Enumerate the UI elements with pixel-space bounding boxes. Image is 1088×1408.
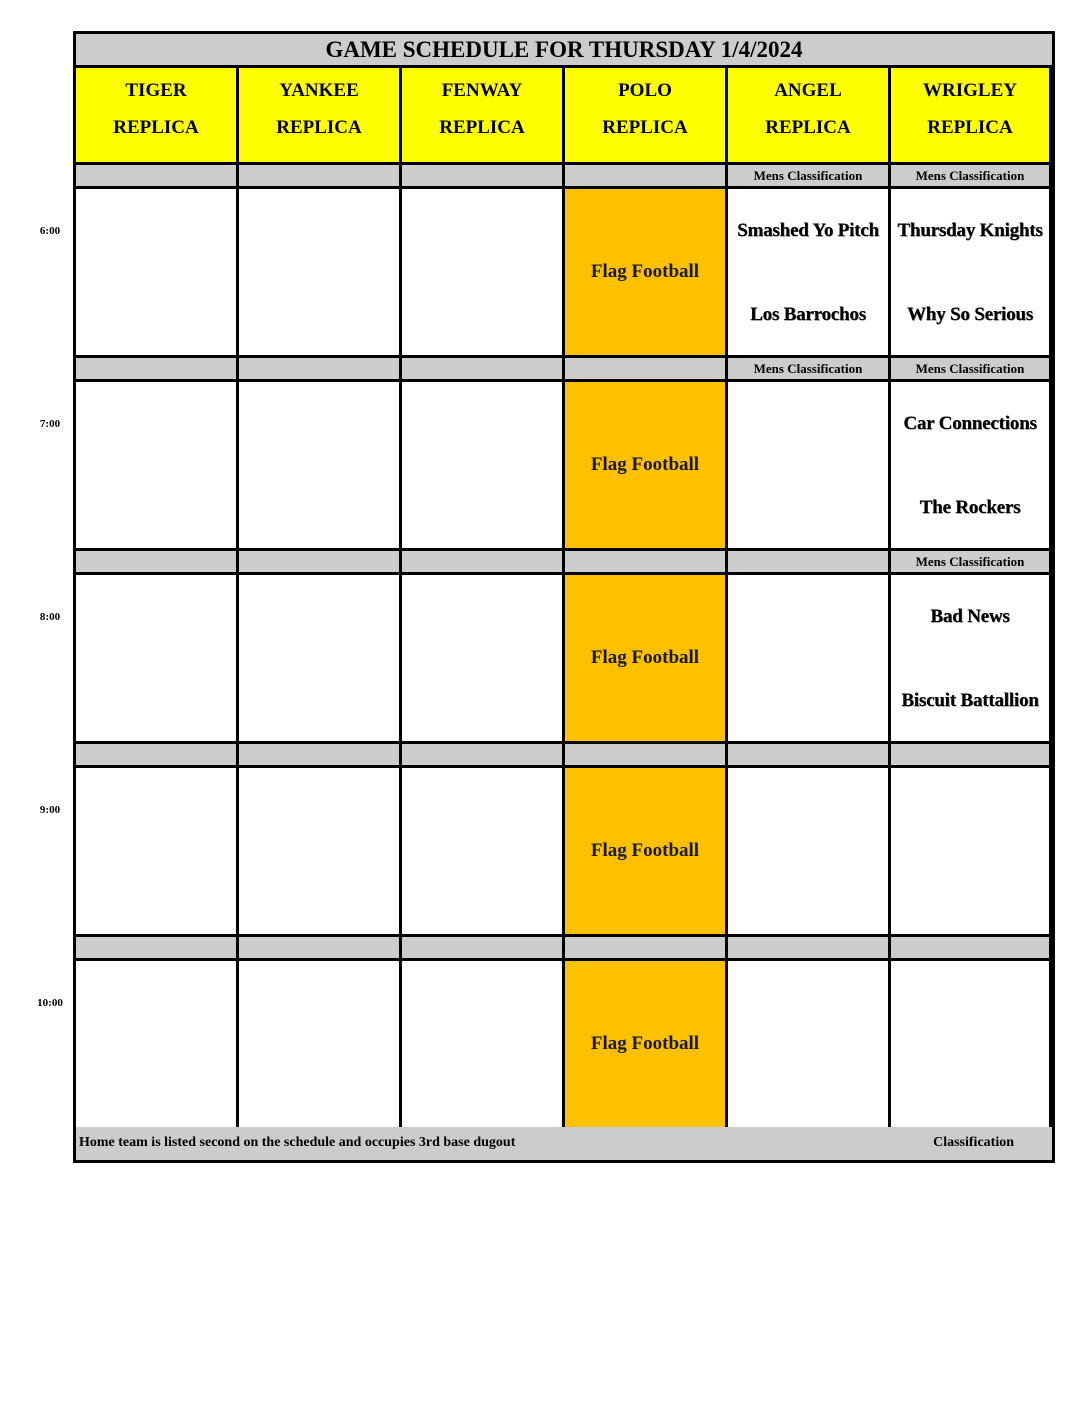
time-label: 7:00 bbox=[39, 418, 61, 430]
field-subtitle: REPLICA bbox=[439, 117, 525, 138]
home-team: The Rockers bbox=[919, 497, 1021, 518]
classification-band bbox=[239, 744, 402, 768]
game-cell bbox=[891, 189, 1052, 358]
classification-band bbox=[565, 744, 728, 768]
classification-band bbox=[565, 165, 728, 189]
classification-band bbox=[76, 937, 239, 961]
game-cell bbox=[239, 189, 402, 358]
field-subtitle: REPLICA bbox=[927, 117, 1013, 138]
game-cell bbox=[402, 382, 565, 551]
time-label: 9:00 bbox=[39, 804, 61, 816]
game-cell bbox=[76, 382, 239, 551]
home-team: Los Barrochos bbox=[750, 304, 866, 325]
field-subtitle: REPLICA bbox=[113, 117, 199, 138]
flag-football-cell bbox=[565, 189, 728, 358]
classification-band bbox=[402, 744, 565, 768]
schedule-table bbox=[73, 31, 1055, 1163]
game-cell bbox=[891, 382, 1052, 551]
classification-band bbox=[402, 937, 565, 961]
classification-band bbox=[565, 358, 728, 382]
game-cell bbox=[891, 961, 1052, 1130]
field-header-wrigley bbox=[891, 68, 1052, 165]
field-subtitle: REPLICA bbox=[276, 117, 362, 138]
footer-classification-label: Classification bbox=[933, 1135, 1014, 1150]
game-cell bbox=[239, 382, 402, 551]
schedule-title: GAME SCHEDULE FOR THURSDAY 1/4/2024 bbox=[76, 34, 1052, 68]
flag-football-cell bbox=[565, 768, 728, 937]
game-cell bbox=[728, 961, 891, 1130]
classification-band: Mens Classification bbox=[891, 165, 1052, 189]
field-name: POLO bbox=[618, 80, 672, 101]
classification-band bbox=[76, 744, 239, 768]
classification-band bbox=[402, 551, 565, 575]
game-cell bbox=[728, 189, 891, 358]
classification-band bbox=[728, 744, 891, 768]
home-team: Biscuit Battallion bbox=[901, 690, 1039, 711]
field-name: WRIGLEY bbox=[923, 80, 1017, 101]
home-team: Why So Serious bbox=[906, 304, 1033, 325]
game-cell bbox=[76, 961, 239, 1130]
classification-band bbox=[239, 937, 402, 961]
classification-band: Mens Classification bbox=[728, 358, 891, 382]
game-cell bbox=[239, 961, 402, 1130]
classification-band: Mens Classification bbox=[891, 358, 1052, 382]
game-cell bbox=[76, 768, 239, 937]
field-subtitle: REPLICA bbox=[602, 117, 688, 138]
classification-band bbox=[76, 551, 239, 575]
game-cell bbox=[402, 768, 565, 937]
game-cell bbox=[239, 768, 402, 937]
time-label: 8:00 bbox=[39, 611, 61, 623]
game-cell bbox=[891, 575, 1052, 744]
game-cell bbox=[728, 382, 891, 551]
classification-band bbox=[565, 937, 728, 961]
game-cell bbox=[76, 575, 239, 744]
classification-band bbox=[402, 358, 565, 382]
field-name: FENWAY bbox=[441, 80, 523, 101]
classification-band: Mens Classification bbox=[891, 551, 1052, 575]
field-header-yankee bbox=[239, 68, 402, 165]
classification-band bbox=[891, 744, 1052, 768]
event-label: Flag Football bbox=[590, 454, 700, 475]
classification-band bbox=[891, 937, 1052, 961]
classification-band bbox=[239, 165, 402, 189]
game-cell bbox=[728, 768, 891, 937]
field-subtitle: REPLICA bbox=[765, 117, 851, 138]
time-label: 6:00 bbox=[39, 225, 61, 237]
field-header-angel bbox=[728, 68, 891, 165]
classification-band bbox=[239, 551, 402, 575]
game-cell bbox=[402, 961, 565, 1130]
flag-football-cell bbox=[565, 575, 728, 744]
game-cell bbox=[239, 575, 402, 744]
away-team: Car Connections bbox=[903, 413, 1037, 434]
classification-band bbox=[76, 358, 239, 382]
classification-band bbox=[728, 937, 891, 961]
game-cell bbox=[728, 575, 891, 744]
game-cell bbox=[402, 575, 565, 744]
event-label: Flag Football bbox=[590, 1033, 700, 1054]
game-cell bbox=[402, 189, 565, 358]
footer-bar bbox=[76, 1127, 1052, 1160]
footer-note: Home team is listed second on the schedule and occupies 3rd base dugout bbox=[79, 1135, 516, 1150]
classification-band bbox=[728, 551, 891, 575]
classification-band bbox=[239, 358, 402, 382]
event-label: Flag Football bbox=[590, 647, 700, 668]
field-name: YANKEE bbox=[279, 80, 359, 101]
classification-band bbox=[402, 165, 565, 189]
event-label: Flag Football bbox=[590, 840, 700, 861]
classification-band bbox=[565, 551, 728, 575]
classification-band: Mens Classification bbox=[728, 165, 891, 189]
flag-football-cell bbox=[565, 382, 728, 551]
away-team: Thursday Knights bbox=[897, 220, 1043, 241]
time-label: 10:00 bbox=[37, 997, 63, 1009]
field-header-polo bbox=[565, 68, 728, 165]
field-header-fenway bbox=[402, 68, 565, 165]
flag-football-cell bbox=[565, 961, 728, 1130]
away-team: Smashed Yo Pitch bbox=[737, 220, 879, 241]
game-cell bbox=[891, 768, 1052, 937]
field-name: ANGEL bbox=[774, 80, 842, 101]
classification-band bbox=[76, 165, 239, 189]
field-header-tiger bbox=[76, 68, 239, 165]
field-name: TIGER bbox=[125, 80, 187, 101]
event-label: Flag Football bbox=[590, 261, 700, 282]
game-cell bbox=[76, 189, 239, 358]
away-team: Bad News bbox=[930, 606, 1010, 627]
